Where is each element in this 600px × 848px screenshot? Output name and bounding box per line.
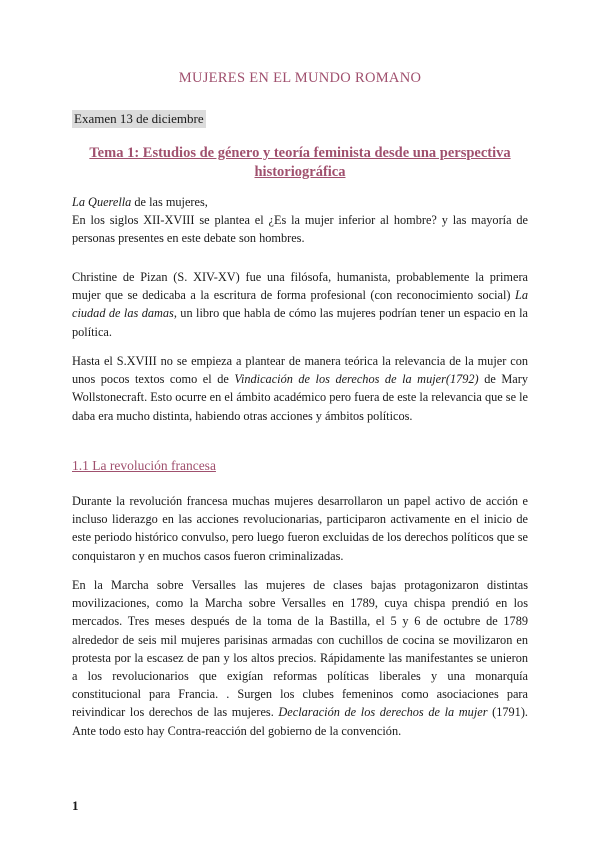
versalles-text-b: (1791). Ante todo esto hay Contra-reacción del gobierno de la convención. (72, 705, 528, 738)
pizan-book-title: La ciudad de las damas (72, 288, 528, 321)
querella-rest: de las mujeres, (131, 195, 208, 209)
xviii-text-a: Hasta el S.XVIII no se empieza a plantear de manera teórica la relevancia de la mujer con unos pocos textos como el de (72, 354, 528, 387)
querella-title: La Querella (72, 195, 132, 209)
querella-body: En los siglos XII-XVIII se plantea el ¿Es la mujer inferior al hombre? y las mayoría de personas presentes en este debate son hombres. (72, 213, 528, 246)
xviii-text-b: de Mary Wollstonecraft. Esto ocurre en el ámbito académico pero fuera de este la relevancia que se le daba era mucho distinta, habiendo otras acciones y ámbitos políticos. (72, 372, 528, 423)
paragraph-querella (72, 193, 528, 248)
xviii-book-title: Vindicación de los derechos de la mujer(1792) (234, 372, 479, 387)
page-number: 1 (72, 798, 79, 813)
paragraph-xviii (72, 352, 528, 425)
paragraph-versalles (72, 576, 528, 740)
document-title: MUJERES EN EL MUNDO ROMANO (178, 70, 422, 86)
paragraph-revolucion: Durante la revolución francesa muchas mujeres desarrollaron un papel activo de acción e incluso liderazgo en las acciones revolucionarias, participaron activamente en el inicio de este periodo histórico convulso, pero luego fueron excluidas de los derechos políticos que se conquistaron y en muchos casos fueron criminalizadas. (72, 494, 528, 563)
versalles-text-a: En la Marcha sobre Versalles las mujeres de clases bajas protagonizaron distintas movilizaciones, como la Marcha sobre Versalles en 1789, cuya chispa prendió en los mercados. Tres meses después de la toma de la Bastilla, el 5 y 6 de octubre de 1789 alrededor de seis mil mujeres parisinas armadas con cuchillos de cocina se movilizaron en protesta por la escasez de pan y los altos precios. Rápidamente las manifestantes se unieron a los revolucionarios que exigían reformas políticas liberales y una monarquía constitucional para Francia. . Surgen los clubes femeninos como asociaciones para reivindicar los derechos de las mujeres. (72, 578, 528, 720)
paragraph-pizan (72, 268, 528, 341)
pizan-text-a: Christine de Pizan (S. XIV-XV) fue una filósofa, humanista, probablemente la primera mujer que se dedicaba a la escritura de forma profesional (con reconocimiento social) (72, 270, 528, 303)
versalles-declaracion-title: Declaración de los derechos de la mujer (278, 705, 488, 720)
exam-date-highlight: Examen 13 de diciembre (74, 111, 204, 126)
pizan-text-b: , un libro que habla de cómo las mujeres podrían tener un espacio en la política. (72, 306, 528, 339)
subheading-revolucion-francesa: 1.1 La revolución francesa (72, 458, 216, 473)
section-heading-tema-1: Tema 1: Estudios de género y teoría feminista desde una perspectiva historiográfica (89, 145, 511, 180)
